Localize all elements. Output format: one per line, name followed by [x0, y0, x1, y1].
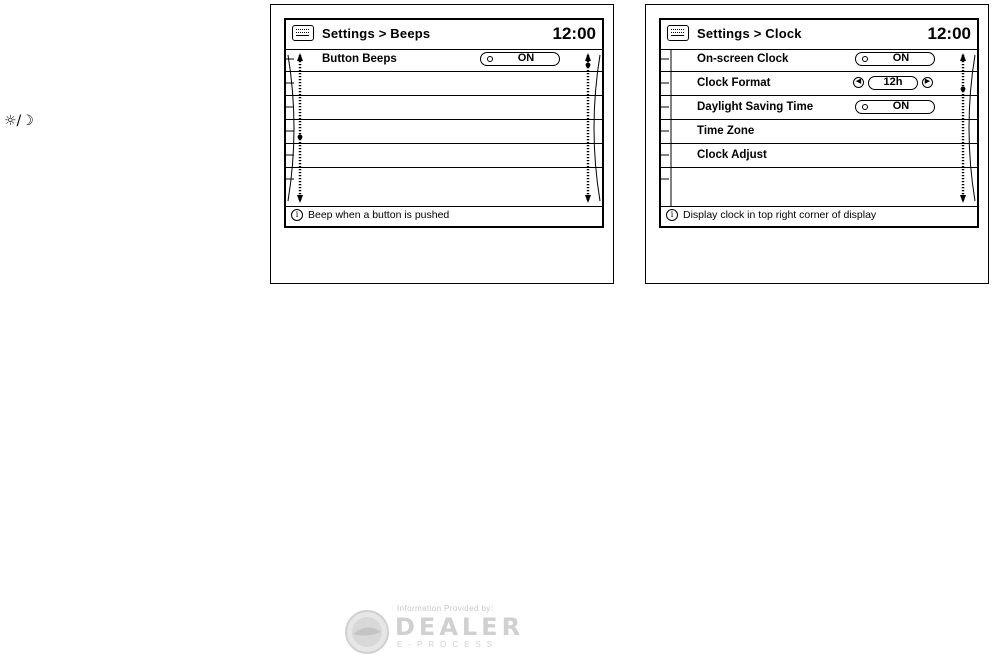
setting-row-button-beeps[interactable]	[286, 49, 602, 72]
setting-label: Clock Format	[697, 77, 771, 89]
info-text: Beep when a button is pushed	[308, 209, 450, 221]
info-icon: i	[291, 209, 303, 221]
watermark-sub: E-PROCESS	[397, 640, 499, 649]
setting-row-time-zone[interactable]	[661, 121, 977, 144]
right-scrollbar[interactable]	[953, 49, 977, 207]
watermark-caption: Information Provided by:	[397, 604, 494, 613]
info-icon: i	[666, 209, 678, 221]
info-bar	[286, 206, 602, 226]
setting-row-clock-format[interactable]	[661, 73, 977, 96]
setting-row-daylight-saving[interactable]	[661, 97, 977, 120]
title-bar	[286, 20, 602, 50]
setting-row-empty	[661, 169, 977, 192]
on-screen-clock-toggle[interactable]	[855, 52, 935, 66]
clock-format-selector[interactable]	[853, 76, 933, 91]
setting-row-empty	[286, 145, 602, 168]
beeps-screen	[284, 18, 604, 228]
dealer-watermark	[343, 600, 553, 660]
beeps-panel	[270, 4, 614, 284]
setting-row-empty	[286, 73, 602, 96]
title-bar	[661, 20, 977, 50]
menu-list-icon[interactable]	[292, 25, 314, 41]
arrow-right-icon[interactable]: ▶	[922, 77, 933, 88]
toggle-value: ON	[892, 52, 910, 64]
dealer-logo-icon	[343, 608, 391, 656]
clock-format-value: 12h	[868, 76, 918, 90]
left-scrollbar[interactable]	[661, 49, 685, 207]
setting-row-clock-adjust[interactable]	[661, 145, 977, 168]
watermark-name: DEALER	[395, 613, 525, 641]
clock-display: 12:00	[927, 24, 971, 43]
info-bar	[661, 206, 977, 226]
daylight-saving-toggle[interactable]	[855, 100, 935, 114]
setting-row-empty	[286, 97, 602, 120]
arrow-left-icon[interactable]: ◀	[853, 77, 864, 88]
button-beeps-toggle[interactable]	[480, 52, 560, 66]
info-text: Display clock in top right corner of display	[683, 209, 877, 221]
setting-row-empty	[286, 169, 602, 192]
clock-display: 12:00	[552, 24, 596, 43]
clock-screen	[659, 18, 979, 228]
setting-label: Daylight Saving Time	[697, 101, 814, 113]
setting-row-on-screen-clock[interactable]	[661, 49, 977, 72]
clock-panel	[645, 4, 989, 284]
setting-label: Button Beeps	[322, 53, 397, 65]
page-title: Settings > Clock	[697, 26, 802, 41]
toggle-value: ON	[517, 52, 535, 64]
right-scrollbar[interactable]	[578, 49, 602, 207]
setting-label: Time Zone	[697, 125, 755, 137]
setting-label: Clock Adjust	[697, 149, 767, 161]
page-title: Settings > Beeps	[322, 26, 431, 41]
setting-label: On-screen Clock	[697, 53, 789, 65]
day-night-icon: ☼/☽	[4, 113, 34, 129]
setting-row-empty	[286, 121, 602, 144]
menu-list-icon[interactable]	[667, 25, 689, 41]
left-scrollbar[interactable]	[286, 49, 310, 207]
toggle-value: ON	[892, 100, 910, 112]
